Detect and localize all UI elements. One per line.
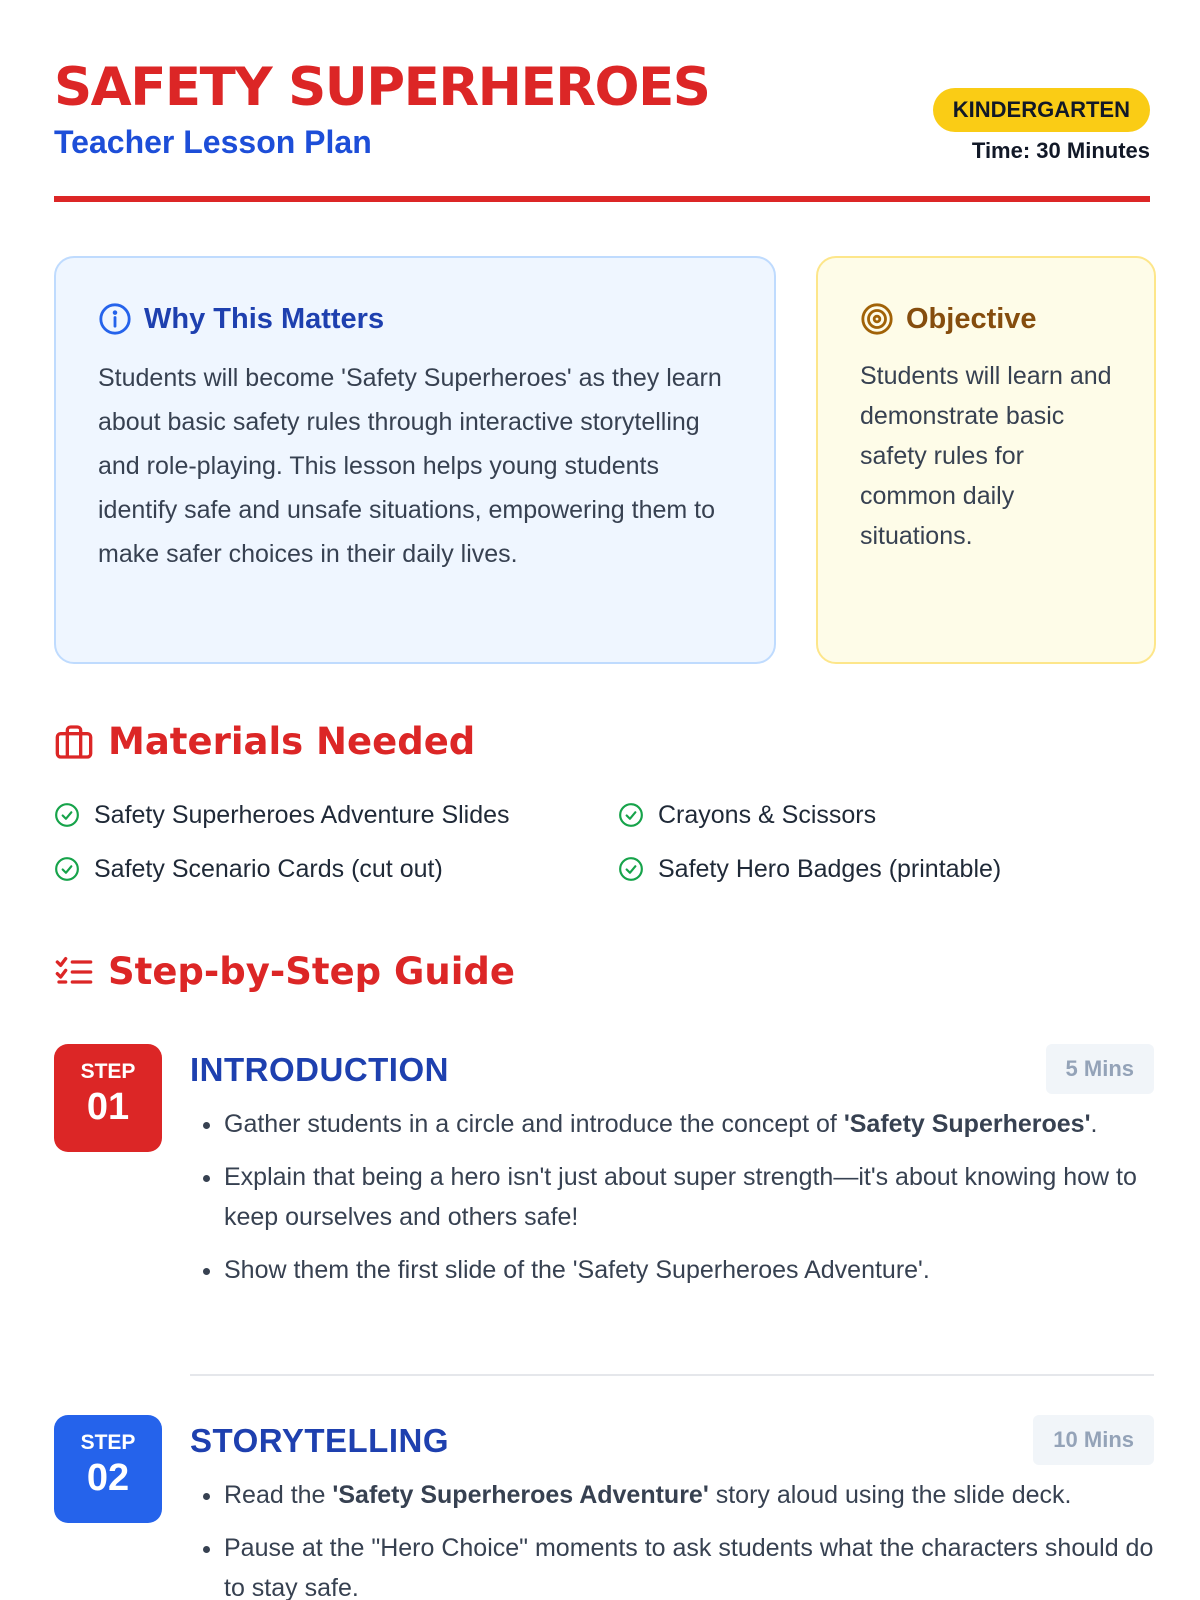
bullet-bold-text: 'Safety Superheroes' [843,1110,1091,1138]
step-badge [54,1044,162,1152]
guide-title: Step-by-Step Guide [108,950,515,993]
bullet-text: story aloud using the slide deck. [708,1481,1072,1509]
page-header [54,56,1150,202]
target-icon [860,302,894,336]
step-body [190,1415,1154,1600]
list-item [224,1528,1154,1600]
step-label: STEP [80,1431,136,1454]
list-item [224,1104,1154,1144]
materials-list [54,800,1154,884]
list-item [618,854,1154,884]
duration-badge: 5 Mins [1046,1044,1154,1094]
list-item [224,1475,1154,1515]
objective-text: Students will learn and demonstrate basic safety rules for common daily situations. [860,362,1112,550]
bullet-bold-text: 'Safety Superheroes Adventure' [332,1481,709,1509]
why-this-matters-card [54,256,776,664]
checklist-icon [54,952,94,992]
step-bullets [190,1104,1154,1290]
why-this-matters-title: Why This Matters [144,302,385,335]
briefcase-icon [54,722,94,762]
why-this-matters-heading [98,302,732,336]
materials-title: Materials Needed [108,720,476,763]
check-circle-icon [618,856,644,882]
guide-heading [54,950,515,993]
bullet-text: Pause at the "Hero Choice" moments to ask students what the characters should do to stay safe. [224,1534,1154,1600]
step-number: 01 [86,1086,130,1128]
list-item [224,1250,1154,1290]
page-subtitle: Teacher Lesson Plan [54,124,372,160]
bullet-text: Read the [224,1481,333,1509]
step-title: STORYTELLING [190,1422,450,1459]
list-item [618,800,1154,830]
check-circle-icon [54,802,80,828]
step-label: STEP [80,1060,136,1083]
material-label: Safety Scenario Cards (cut out) [94,854,443,883]
objective-card [816,256,1156,664]
objective-heading [860,302,1112,336]
bullet-text: Show them the first slide of the 'Safety Superheroes Adventure'. [224,1256,930,1284]
step-divider [190,1374,1154,1376]
time-label: Time: 30 Minutes [971,138,1150,163]
bullet-text: Gather students in a circle and introduce the concept of [224,1110,844,1138]
material-label: Crayons & Scissors [658,800,877,829]
material-label: Safety Hero Badges (printable) [658,854,1002,883]
grade-badge: KINDERGARTEN [933,88,1150,132]
material-label: Safety Superheroes Adventure Slides [94,800,510,829]
step-badge [54,1415,162,1523]
step-title: INTRODUCTION [190,1051,449,1088]
check-circle-icon [618,802,644,828]
step-body [190,1044,1154,1303]
list-item [54,800,618,830]
materials-heading [54,720,475,763]
bullet-text: Explain that being a hero isn't just about super strength—it's about knowing how to keep ourselves and others safe! [224,1163,1137,1231]
step-number: 02 [86,1457,130,1499]
step-bullets [190,1475,1154,1600]
check-circle-icon [54,856,80,882]
objective-title: Objective [906,302,1037,335]
why-this-matters-text: Students will become 'Safety Superheroes' as they learn about basic safety rules through interactive storytelling and role-playing. This lesson helps young students identify safe and unsafe situations, empowering them to make safer choices in their daily lives. [98,364,722,568]
list-item [54,854,618,884]
bullet-text: . [1090,1110,1098,1138]
duration-badge: 10 Mins [1033,1415,1154,1465]
info-icon [98,302,132,336]
list-item [224,1157,1154,1237]
page-title: SAFETY SUPERHEROES [54,57,710,118]
